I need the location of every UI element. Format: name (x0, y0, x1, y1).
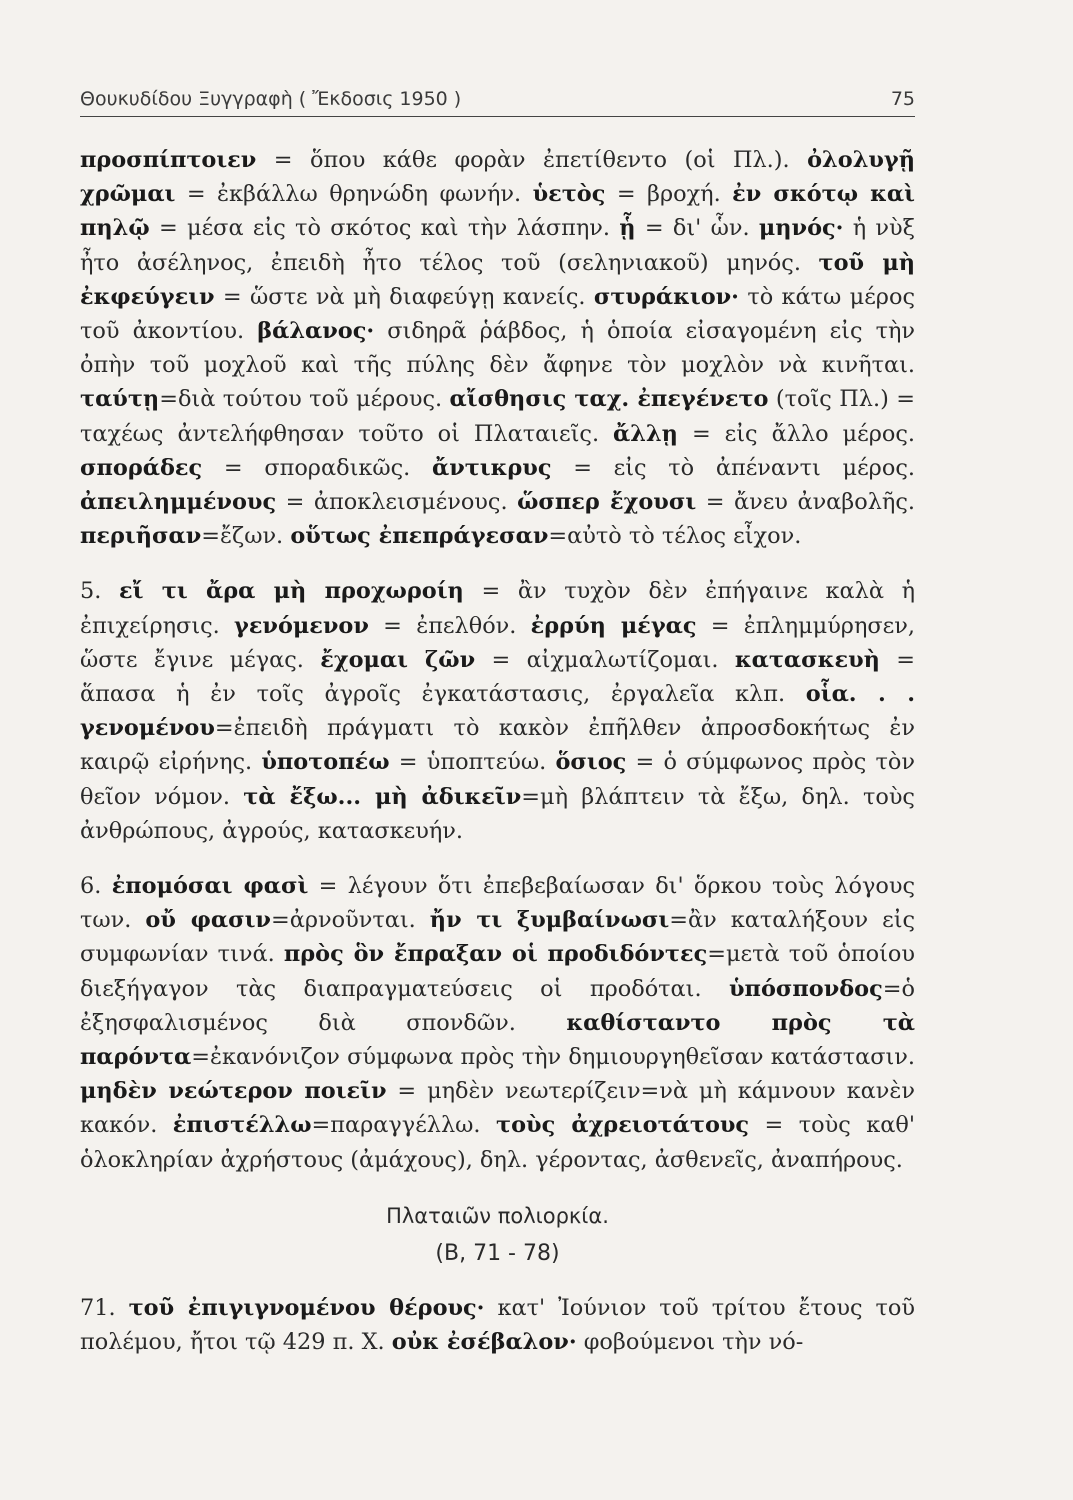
paragraph-glossary-71 (80, 1291, 915, 1359)
lemma: ἐπιστέλλω (172, 1112, 312, 1139)
lemma: τὰ ἔξω... μὴ ἀδικεῖν (243, 783, 522, 810)
lemma: ἄλλῃ (613, 420, 678, 447)
page (80, 88, 915, 1359)
gloss: =αὐτὸ τὸ τέλος εἶχον. (548, 523, 802, 550)
gloss: = ἐπλημμύρησεν, ὥστε ἔγινε μέγας. (80, 612, 915, 673)
gloss: = ὁ σύμφωνος πρὸς τὸν θεῖον νόμον. (80, 749, 915, 810)
lemma: ἀπειλημμένους (80, 489, 277, 516)
gloss: = ὅπου κάθε φορὰν ἐπετίθεντο (οἱ Πλ.). (256, 147, 808, 173)
lemma: στυράκιον· (593, 283, 739, 310)
gloss: (τοῖς Πλ.) = ταχέως ἀντελήφθησαν τοῦτο οἱ Πλαταιεῖς. (80, 386, 915, 447)
lemma: αἴσθησις ταχ. ἐπεγένετο (449, 386, 769, 413)
gloss: =παραγγέλλω. (311, 1112, 497, 1139)
running-head (80, 88, 915, 117)
lemma: τοὺς ἀχρειοτάτους (496, 1112, 750, 1139)
gloss: =ὁ ἐξησφαλισμένος διὰ σπονδῶν. (80, 975, 915, 1036)
lemma: ὑπόσπονδος (729, 975, 883, 1002)
running-title: Θουκυδίδου Ξυγγραφὴ ( Ἔκδοσις 1950 ) (80, 88, 462, 110)
gloss: = ὑποπτεύω. (389, 749, 556, 776)
gloss: = εἰς τὸ ἀπέναντι μέρος. (551, 454, 915, 481)
lemma: τοῦ μὴ ἐκφεύγειν (80, 249, 915, 310)
section-number: 5. (80, 578, 119, 605)
gloss: = μέσα εἰς τὸ σκότος καὶ τὴν λάσπην. (149, 215, 620, 242)
paragraph-glossary-6 (80, 869, 915, 1177)
lemma: ᾗ (619, 215, 636, 242)
section-number: 6. (80, 873, 112, 900)
gloss: =ἂν καταλήξουν εἰς συμφωνίαν τινά. (80, 907, 916, 968)
lemma: μηνός· (758, 215, 844, 242)
lemma: ἤν τι ξυμβαίνωσι (429, 907, 670, 934)
gloss: = δι' ὧν. (635, 215, 759, 242)
gloss: = βροχή. (605, 181, 733, 208)
gloss: = ἐπελθόν. (368, 612, 531, 639)
gloss: = τοὺς καθ' ὁλοκληρίαν ἀχρήστους (ἀμάχους), δηλ. γέροντας, ἀσθενεῖς, ἀναπήρους. (80, 1112, 915, 1173)
lemma: ἄντικρυς (431, 454, 552, 481)
gloss: ἡ νὺξ ἦτο ἀσέληνος, ἐπειδὴ ἦτο τέλος τοῦ (σεληνιακοῦ) μηνός. (80, 215, 915, 276)
lemma: τοῦ ἐπιγιγνομένου θέρους· (128, 1294, 485, 1321)
gloss: =ἔζων. (201, 523, 291, 550)
lemma: ὀλολυγῇ χρῶμαι (80, 147, 915, 208)
gloss: = ἐκβάλλω θρηνώδη φωνήν. (175, 181, 533, 208)
paragraph-glossary-1 (80, 143, 915, 553)
paragraph-glossary-5 (80, 574, 915, 848)
section-number: 71. (80, 1294, 129, 1321)
page-number: 75 (890, 88, 915, 110)
gloss: τὸ κάτω μέρος τοῦ ἀκοντίου. (80, 283, 915, 345)
lemma: μηδὲν νεώτερον ποιεῖν (80, 1078, 387, 1105)
gloss: = αἰχμαλωτίζομαι. (475, 646, 735, 673)
lemma: καθίσταντο πρὸς τὰ παρόντα (80, 1009, 915, 1071)
lemma: περιῆσαν (80, 523, 202, 550)
lemma: βάλανος· (257, 318, 375, 345)
lemma: ὑποτοπέω (261, 749, 390, 776)
gloss: = ἅπασα ἡ ἐν τοῖς ἀγροῖς ἐγκατάστασις, ἐργαλεῖα κλπ. (80, 646, 915, 708)
lemma: ὅσιος (555, 749, 627, 776)
lemma: ὑετὸς (532, 181, 606, 208)
lemma: ἐν σκότῳ καὶ πηλῷ (80, 181, 915, 242)
lemma: οἷα. . . γενομένου (80, 681, 915, 742)
gloss: σιδηρᾶ ῥάβδος, ἡ ὁποία εἰσαγομένη εἰς τὴν ὀπὴν τοῦ μοχλοῦ καὶ τῆς πύλης δὲν ἄφηνε τὸν μοχλὸν νὰ κινῆται. (80, 318, 915, 379)
gloss: =διὰ τούτου τοῦ μέρους. (159, 386, 450, 413)
gloss: = ἀποκλεισμένους. (276, 489, 518, 516)
gloss: κατ' Ἰούνιον τοῦ τρίτου ἔτους τοῦ πολέμου, ἤτοι τῷ 429 π. Χ. (80, 1294, 916, 1356)
lemma: προσπίπτοιεν (80, 147, 257, 173)
gloss: =ἐπειδὴ πράγματι τὸ κακὸν ἐπῆλθεν ἀπροσδοκήτως ἐν καιρῷ εἰρήνης. (80, 715, 915, 776)
lemma: οὔ φασιν (145, 907, 271, 934)
gloss: = μηδὲν νεωτερίζειν=νὰ μὴ κάμνουν κανὲν κακόν. (80, 1078, 916, 1139)
lemma: κατασκευὴ (734, 646, 880, 673)
gloss: =μετὰ τοῦ ὁποίου διεξήγαγον τὰς διαπραγματεύσεις οἱ προδόται. (80, 941, 915, 1002)
section-reference: (Β, 71 - 78) (435, 1240, 560, 1266)
lemma: οὐκ ἐσέβαλον· (391, 1329, 577, 1356)
gloss: φοβούμενοι τὴν νό- (576, 1329, 804, 1356)
lemma: σποράδες (80, 454, 203, 481)
gloss: = εἰς ἄλλο μέρος. (677, 420, 915, 447)
lemma: οὕτως ἐπεπράγεσαν (290, 523, 549, 550)
lemma: εἴ τι ἄρα μὴ προχωροίη (119, 578, 464, 605)
lemma: γενόμενον (234, 612, 369, 639)
gloss: =μὴ βλάπτειν τὰ ἔξω, δηλ. τοὺς ἀνθρώπους, ἀγρούς, κατασκευήν. (80, 783, 915, 844)
lemma: ἔχομαι ζῶν (320, 646, 476, 673)
gloss: =ἀρνοῦνται. (270, 907, 430, 934)
lemma: ταύτῃ (80, 386, 160, 413)
gloss: = σποραδικῶς. (202, 454, 432, 481)
gloss: = ὥστε νὰ μὴ διαφεύγῃ κανείς. (214, 283, 594, 310)
gloss: = ἂν τυχὸν δὲν ἐπήγαινε καλὰ ἡ ἐπιχείρησις. (80, 578, 915, 639)
lemma: ἐπομόσαι φασὶ (111, 873, 309, 900)
gloss: = ἄνευ ἀναβολῆς. (696, 489, 915, 516)
section-title: Πλαταιῶν πολιορκία. (386, 1203, 609, 1228)
gloss: = λέγουν ὅτι ἐπεβεβαίωσαν δι' ὅρκου τοὺς λόγους των. (80, 873, 915, 934)
lemma: ὥσπερ ἔχουσι (517, 489, 697, 516)
lemma: πρὸς ὃν ἔπραξαν οἱ προδιδόντες (283, 941, 708, 968)
lemma: ἐρρύη μέγας (530, 612, 697, 639)
gloss: =ἐκανόνιζον σύμφωνα πρὸς τὴν δημιουργηθεῖσαν κατάστασιν. (191, 1044, 915, 1071)
